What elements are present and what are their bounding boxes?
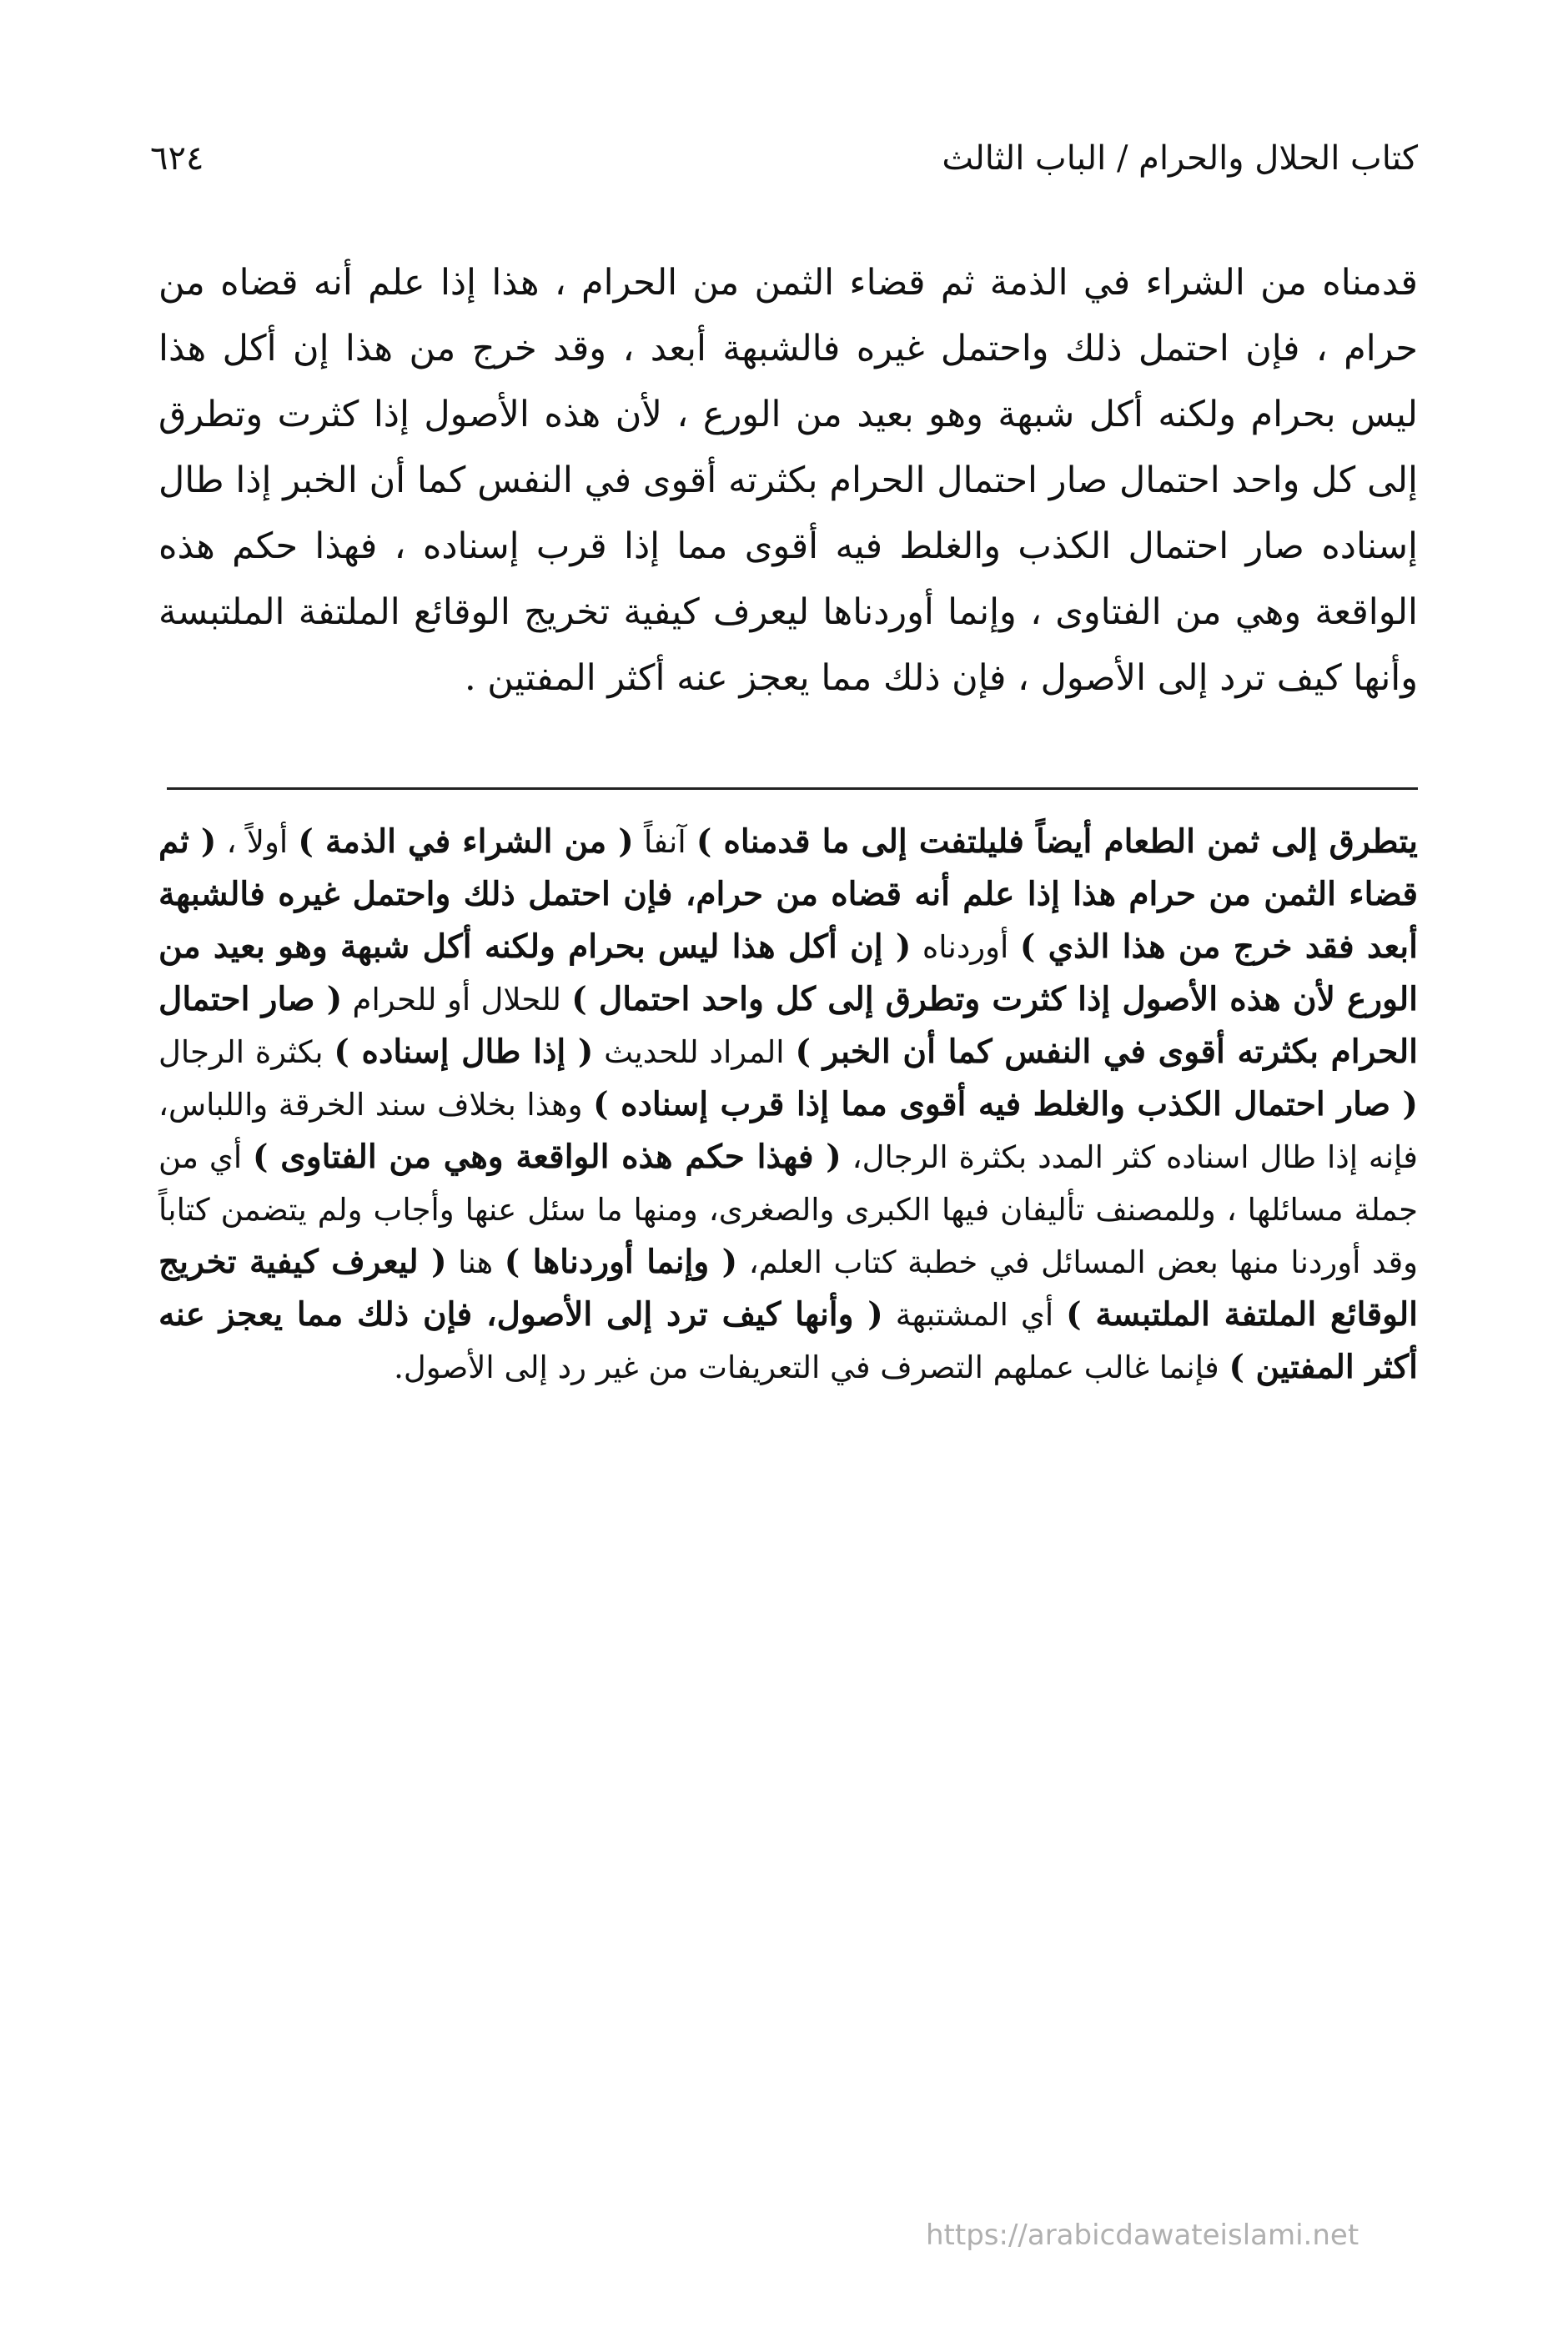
commentary-text-segment: أوردناه [911,929,1020,965]
commentary-block [158,816,1418,1394]
quoted-text-segment: ( وأنها كيف ترد إلى الأصول، فإن ذلك مما يعجز عنه أكثر المفتين ) [158,1295,1418,1386]
quoted-text-segment: ( فهذا حكم هذه الواقعة وهي من الفتاوى ) [253,1138,842,1176]
watermark-url: https://arabicdawateislami.net [926,2219,1359,2252]
quoted-text-segment: ( من الشراء في الذمة ) [298,822,634,861]
commentary-text-segment: أي المشتبهة [882,1297,1067,1333]
quoted-text-segment: ( إن أكل هذا ليس بحرام ولكنه أكل شبهة وهو بعيد من الورع لأن هذه الأصول إذا كثرت وتطرق إلى كل واحد احتمال ) [158,927,1418,1018]
quoted-text-segment: ( ليعرف كيفية تخريج الوقائع الملتفة الملتبسة ) [158,1243,1419,1334]
quoted-text-segment: ( صار احتمال الكذب والغلط فيه أقوى مما إذا قرب إسناده ) [593,1085,1419,1123]
commentary-text-segment: وهذا بخلاف سند الخرقة واللباس، فإنه إذا طال اسناده كثر المدد بكثرة الرجال، [158,1087,1418,1175]
commentary-text-segment: أولاً ، [216,824,299,860]
commentary-text-segment: فإنما غالب عملهم التصرف في التعريفات من غير رد إلى الأصول. [394,1349,1229,1385]
commentary-text-segment: للحلال أو للحرام [342,982,572,1018]
chapter-title: كتاب الحلال والحرام / الباب الثالث [942,139,1418,178]
commentary-text-segment: المراد للحديث [593,1034,796,1070]
quoted-text-segment: ( إذا طال إسناده ) [334,1033,594,1071]
quoted-text-segment: ( ثم قضاء الثمن من حرام هذا إذا علم أنه قضاه من حرام، فإن احتمل ذلك واحتمل غيره فالشبهة أبعد فقد خرج من هذا الذي ) [158,822,1418,966]
commentary-paragraph [158,816,1418,1394]
main-paragraph: قدمناه من الشراء في الذمة ثم قضاء الثمن من الحرام ، هذا إذا علم أنه قضاه من حرام ، فإن احتمل ذلك واحتمل غيره فالشبهة أبعد ، وقد خرج من هذا إن أكل هذا ليس بحرام ولكنه أكل شبهة وهو بعيد من الورع ، لأن هذه الأصول إذا كثرت وتطرق إلى كل واحد احتمال صار احتمال الحرام بكثرته أقوى في النفس كما أن الخبر إذا طال إسناده صار احتمال الكذب والغلط فيه أقوى مما إذا قرب إسناده ، فهذا حكم هذه الواقعة وهي من الفتاوى ، وإنما أوردناها ليعرف كيفية تخريج الوقائع الملتفة الملتبسة وأنها كيف ترد إلى الأصول ، فإن ذلك مما يعجز عنه أكثر المفتين . [158,262,1418,699]
commentary-text-segment: هنا [446,1244,505,1280]
running-head [150,133,1418,183]
quoted-text-segment: يتطرق إلى ثمن الطعام أيضاً فليلتفت إلى ما قدمناه ) [696,822,1419,861]
page-number: ٦٢٤ [150,139,204,178]
main-text-block [158,250,1418,711]
quoted-text-segment: ( وإنما أوردناها ) [504,1243,738,1281]
footnote-divider [167,787,1418,790]
commentary-text-segment: آنفاً [633,824,696,860]
commentary-text-segment: أي من جملة مسائلها ، وللمصنف تأليفان فيها الكبرى والصغرى، ومنها ما سئل عنها وأجاب ولم يتضمن كتاباً وقد أوردنا منها بعض المسائل في خطبة كتاب العلم، [158,1139,1419,1280]
commentary-text-segment: بكثرة الرجال [158,1034,334,1070]
quoted-text-segment: ( صار احتمال الحرام بكثرته أقوى في النفس كما أن الخبر ) [158,980,1419,1071]
